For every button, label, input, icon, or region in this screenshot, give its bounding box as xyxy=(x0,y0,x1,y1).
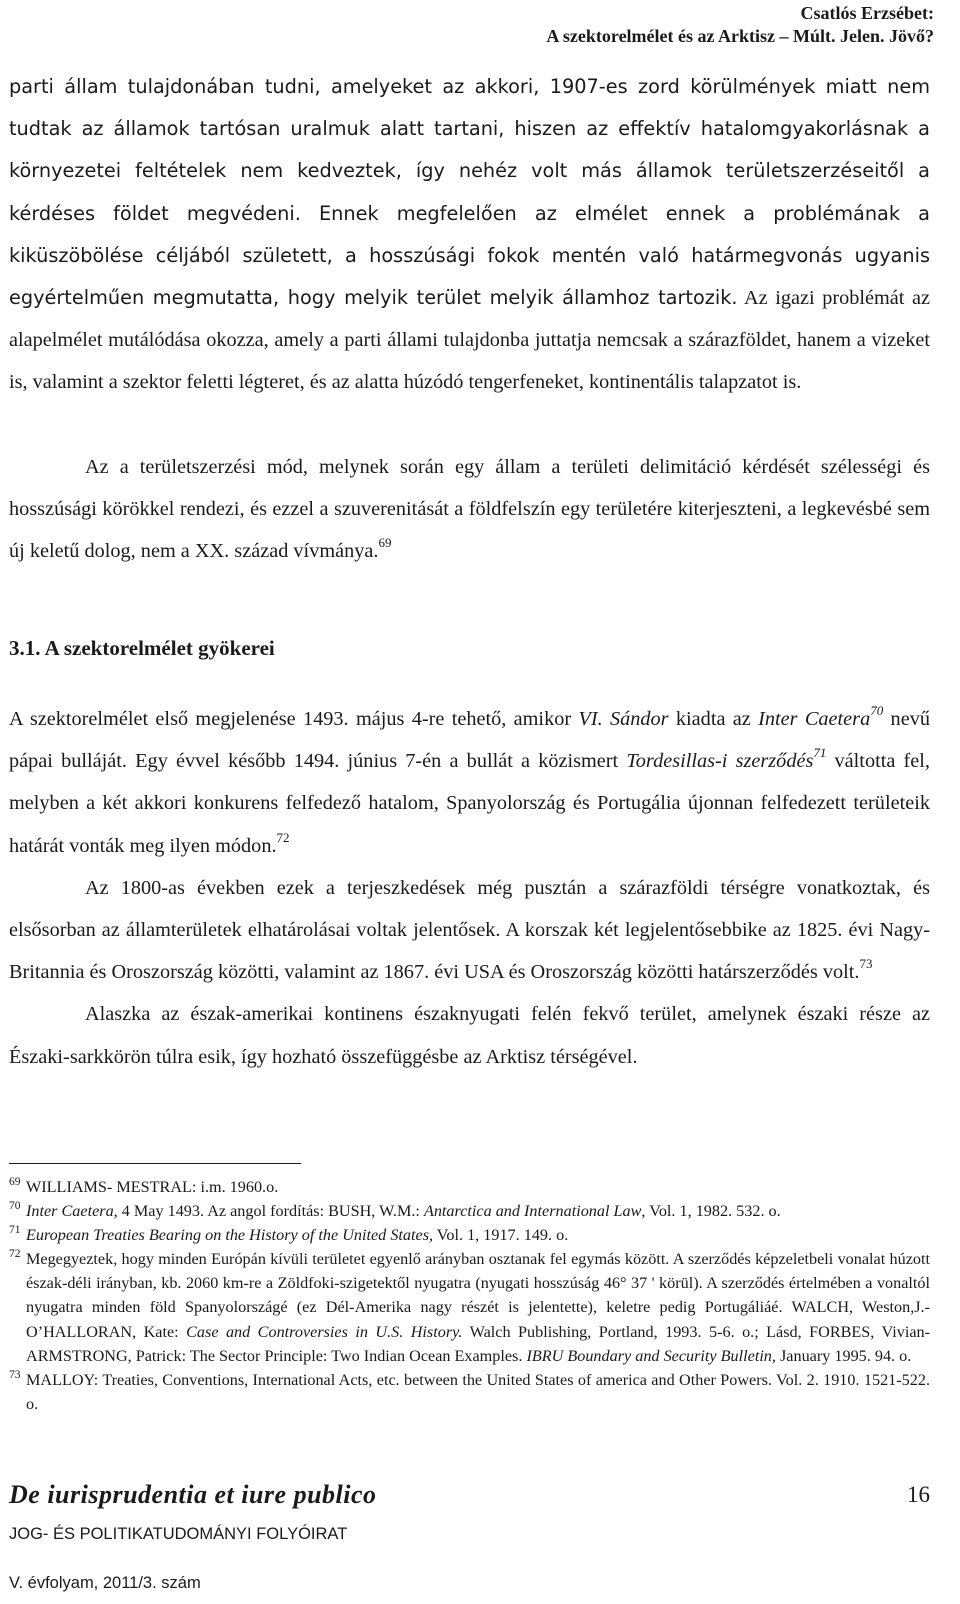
body-text xyxy=(9,698,930,1078)
footnote-ref-70[interactable]: 70 xyxy=(870,703,884,718)
header-title: A szektorelmélet és az Arktisz – Múlt. Jelen. Jövő? xyxy=(546,26,934,46)
footnote-italic: Inter Caetera, xyxy=(26,1202,118,1221)
journal-subtitle: JOG- ÉS POLITIKATUDOMÁNYI FOLYÓIRAT xyxy=(9,1525,348,1543)
header-author: Csatlós Erzsébet: xyxy=(800,3,934,23)
footnote-ref-71[interactable]: 71 xyxy=(813,745,827,761)
footnote-italic: Antarctica and International Law xyxy=(423,1202,642,1221)
paragraph-2 xyxy=(9,446,930,573)
journal-volume: V. évfolyam, 2011/3. szám xyxy=(9,1574,201,1592)
paragraph-1-sans: parti állam tulajdonában tudni, amelyeket az akkori, 1907-es zord körülmények miatt nem tudtak az államok tartósan uralmuk alatt tartani, hiszen az effektív hatalomgyakorlásnak a környezetei feltételek nem kedveztek, így nehéz volt más államok területszerzéseitől a kérdéses földet megvédeni. Ennek megfelelően az elmélet ennek a problémának a kiküszöbölése céljából született, a hosszúsági fokok mentén való határmegvonás ugyanis egyértelműen megmutatta, hogy melyik terület melyik államhoz tartozik. xyxy=(9,75,930,310)
p3-text-1: A szektorelmélet első megjelenése 1493. május 4-re tehető, amikor xyxy=(9,708,579,730)
section-heading: 3.1. A szektorelmélet gyökerei xyxy=(9,636,275,660)
p3-text-4: váltotta fel, melyben a két akkori konkurens felfedező hatalom, Spanyolország és Portugália újonnan felfedezett területeik határát vonták meg ilyen módon. xyxy=(9,750,930,857)
p5-text: Alaszka az észak-amerikai kontinens északnyugati felén fekvő terület, amelynek északi része az Északi-sarkkörön túlra esik, így hozható összefüggésbe az Arktisz térségével. xyxy=(9,1003,930,1068)
p4-text: Az 1800-as években ezek a terjeszkedések még pusztán a szárazföldi térségre vonatkoztak, és elsősorban az államterületek elhatárolásai voltak jelentősek. A korszak két legjelentősebbike az 1825. évi Nagy-Britannia és Oroszország közötti, valamint az 1867. évi USA és Oroszország közötti határszerződés volt. xyxy=(9,876,930,984)
running-header xyxy=(546,2,934,48)
p3-italic-bull: Inter Caetera xyxy=(758,708,871,730)
p3-text-2: kiadta az xyxy=(668,708,759,730)
p3-italic-pope: VI. Sándor xyxy=(578,708,669,730)
footnote-text: Walch Publishing, Portland, 1993. 5-6. o.; Lásd, FORBES, Vivian-ARMSTRONG, Patrick: The Sector Principle: Two Indian Ocean Examples. xyxy=(26,1322,930,1365)
footnote-73 xyxy=(9,1368,930,1416)
footnote-number: 73 xyxy=(9,1368,21,1381)
paragraph-2-text: Az a területszerzési mód, melynek során egy állam a területi delimitáció kérdését szélességi és hosszúsági körökkel rendezi, és ezzel a szuverenitását a földfelszín egy területére kiterjeszteni, a legkevésbé sem új keletű dolog, nem a XX. század vívmánya. xyxy=(9,456,930,563)
footnote-separator xyxy=(9,1163,301,1164)
footnote-71 xyxy=(9,1223,930,1247)
footnote-italic: Case and Controversies in U.S. History. xyxy=(186,1322,463,1341)
paragraph-1 xyxy=(9,66,930,404)
footnote-text: January 1995. 94. o. xyxy=(775,1346,912,1365)
footnote-number: 72 xyxy=(9,1248,21,1261)
footnote-text: WILLIAMS- MESTRAL: i.m. 1960.o. xyxy=(26,1178,279,1196)
footnote-text: MALLOY: Treaties, Conventions, International Acts, etc. between the United States of america and Other Powers. Vol. 2. 1910. 1521-522. o. xyxy=(26,1370,930,1413)
footnote-number: 71 xyxy=(9,1224,21,1237)
paragraph-4 xyxy=(9,867,930,994)
footnote-text: , Vol. 1, 1982. 532. o. xyxy=(641,1202,781,1221)
p3-italic-treaty: Tordesillas-i szerződés xyxy=(626,750,814,773)
p3-text-3: nevű pápai bulláját. Egy évvel később 1494. június 7-én a bullát a közismert xyxy=(9,708,930,773)
footnote-72 xyxy=(9,1247,930,1367)
footnotes xyxy=(9,1175,930,1416)
footnote-italic: European Treaties Bearing on the History of the United States, xyxy=(26,1226,434,1245)
footnote-number: 69 xyxy=(9,1176,21,1188)
paragraph-1-serif: Az igazi problémát az alapelmélet mutálódása okozza, amely a parti állami tulajdonba juttatja nemcsak a szárazföldet, hanem a vizeket is, valamint a szektor feletti légteret, és az alatta húzódó tengerfeneket, kontinentális talapzatot is. xyxy=(9,287,931,394)
footnote-ref-73[interactable]: 73 xyxy=(859,956,873,972)
paragraph-3 xyxy=(9,698,930,867)
footnote-italic: IBRU Boundary and Security Bulletin, xyxy=(526,1346,776,1365)
paragraph-5 xyxy=(9,993,930,1077)
footnote-text: 4 May 1493. Az angol fordítás: BUSH, W.M.: xyxy=(117,1202,424,1221)
footnote-ref-69[interactable]: 69 xyxy=(378,535,392,551)
footnote-number: 70 xyxy=(9,1200,21,1213)
footnote-69 xyxy=(9,1175,930,1199)
footnote-ref-72[interactable]: 72 xyxy=(276,829,290,845)
journal-title: De iurisprudentia et iure publico xyxy=(9,1480,377,1509)
footnote-text: Megegyeztek, hogy minden Európán kívüli területet egyenlő arányban osztanak fel egymás között. A szerződés képzeletbeli vonalat húzott észak-déli irányban, kb. 2060 km-re a Zöldfoki-szigetektől nyugatra (nyugati hosszúság 46° 37 ' körül). A szerződés értelmében a vonaltól nyugatra minden föld Spanyolországé (ez Dél-Amerika nagy részét is jelentette), keletre pedig Portugáliáé. WALCH, Weston,J.-O’HALLORAN, Kate: xyxy=(26,1250,930,1341)
footnote-70 xyxy=(9,1199,930,1223)
page-number: 16 xyxy=(907,1482,930,1507)
footnote-text: Vol. 1, 1917. 149. o. xyxy=(433,1226,569,1245)
